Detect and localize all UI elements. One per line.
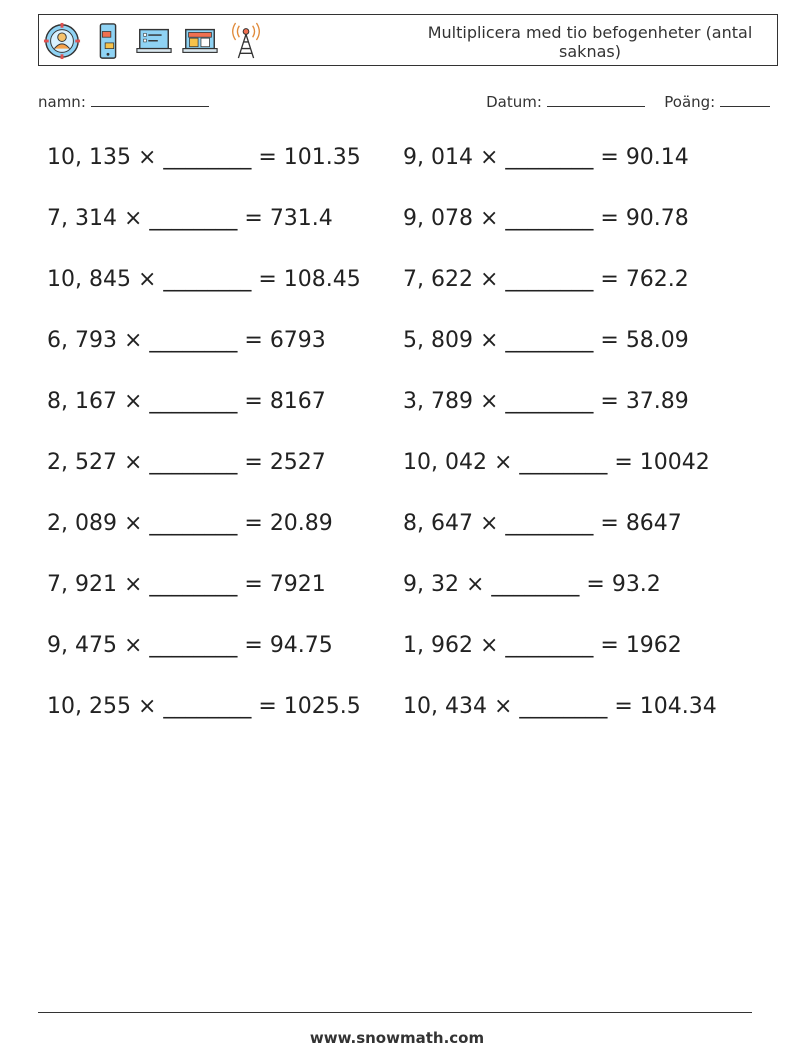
- laptop-checklist-icon: [135, 22, 173, 60]
- problem-row: [47, 694, 747, 734]
- problem-item[interactable]: 9, 475 × ________ = 94.75: [47, 633, 333, 658]
- problem-item[interactable]: 2, 089 × ________ = 20.89: [47, 511, 333, 536]
- problem-item[interactable]: 3, 789 × ________ = 37.89: [403, 389, 689, 414]
- score-label: Poäng:: [664, 93, 716, 111]
- date-label: Datum:: [486, 93, 542, 111]
- name-field: [38, 93, 209, 111]
- problem-row: [47, 267, 747, 307]
- problem-item[interactable]: 9, 32 × ________ = 93.2: [403, 572, 661, 597]
- problem-item[interactable]: 2, 527 × ________ = 2527: [47, 450, 326, 475]
- problem-row: [47, 633, 747, 673]
- problem-item[interactable]: 10, 845 × ________ = 108.45: [47, 267, 361, 292]
- worksheet-header: [38, 14, 778, 66]
- problem-row: [47, 572, 747, 612]
- problem-row: [47, 450, 747, 490]
- radio-tower-icon: [227, 22, 265, 60]
- problem-item[interactable]: 7, 622 × ________ = 762.2: [403, 267, 689, 292]
- user-target-icon: [43, 22, 81, 60]
- problem-item[interactable]: 5, 809 × ________ = 58.09: [403, 328, 689, 353]
- problem-row: [47, 145, 747, 185]
- problem-item[interactable]: 8, 647 × ________ = 8647: [403, 511, 682, 536]
- header-icons: [43, 21, 265, 61]
- worksheet-title: Multiplicera med tio befogenheter (antal saknas): [427, 23, 753, 61]
- problem-item[interactable]: 9, 014 × ________ = 90.14: [403, 145, 689, 170]
- problem-item[interactable]: 10, 135 × ________ = 101.35: [47, 145, 361, 170]
- footer-url[interactable]: www.snowmath.com: [309, 1029, 485, 1047]
- problem-item[interactable]: 7, 921 × ________ = 7921: [47, 572, 326, 597]
- problem-item[interactable]: 6, 793 × ________ = 6793: [47, 328, 326, 353]
- problem-item[interactable]: 1, 962 × ________ = 1962: [403, 633, 682, 658]
- date-blank[interactable]: [547, 94, 645, 107]
- problem-item[interactable]: 10, 255 × ________ = 1025.5: [47, 694, 361, 719]
- problem-item[interactable]: 10, 042 × ________ = 10042: [403, 450, 710, 475]
- date-score-fields: [486, 93, 770, 111]
- problem-row: [47, 206, 747, 246]
- name-blank[interactable]: [91, 94, 209, 107]
- laptop-store-icon: [181, 22, 219, 60]
- problem-row: [47, 328, 747, 368]
- footer-divider: [38, 1012, 752, 1013]
- problem-item[interactable]: 10, 434 × ________ = 104.34: [403, 694, 717, 719]
- problem-item[interactable]: 8, 167 × ________ = 8167: [47, 389, 326, 414]
- problem-item[interactable]: 7, 314 × ________ = 731.4: [47, 206, 333, 231]
- score-blank[interactable]: [720, 94, 770, 107]
- problem-item[interactable]: 9, 078 × ________ = 90.78: [403, 206, 689, 231]
- mobile-app-icon: [89, 22, 127, 60]
- name-label: namn:: [38, 93, 86, 111]
- problem-row: [47, 511, 747, 551]
- problem-row: [47, 389, 747, 429]
